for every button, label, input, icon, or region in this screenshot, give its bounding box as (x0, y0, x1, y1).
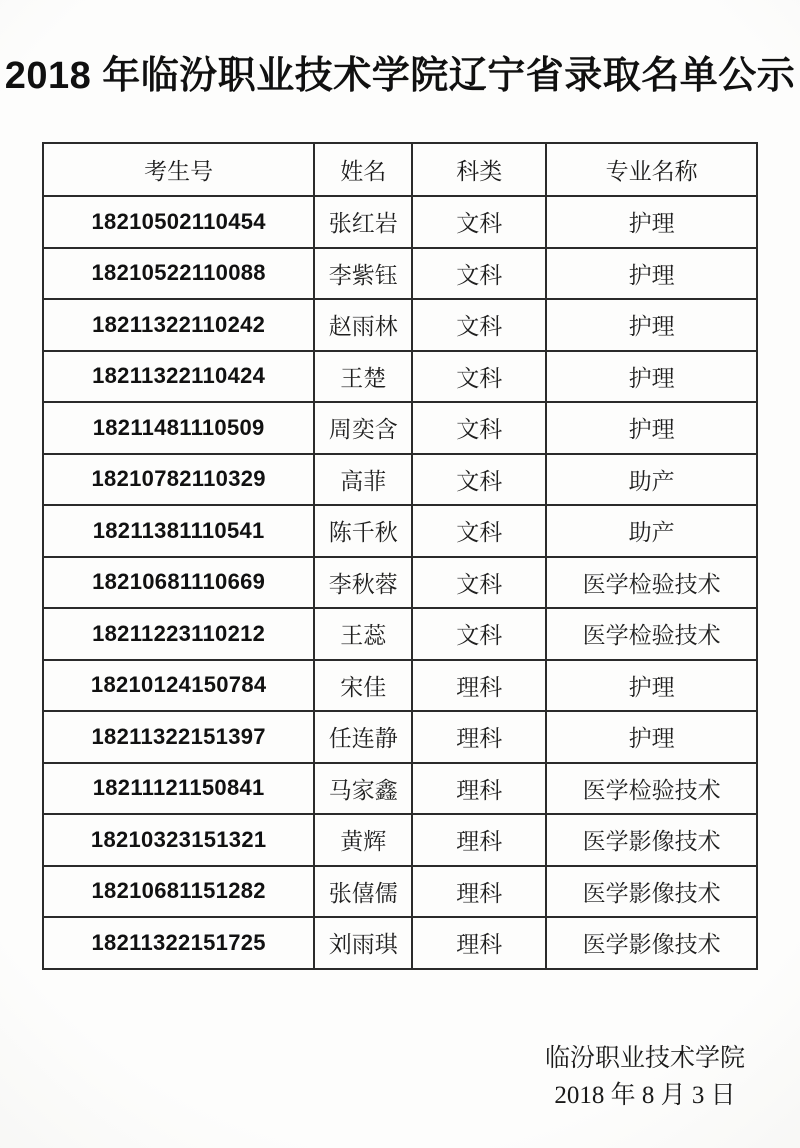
candidate-number-cell: 18210502110454 (43, 196, 314, 248)
candidate-number-cell: 18210782110329 (43, 454, 314, 506)
column-header-name: 姓名 (314, 143, 412, 196)
candidate-number-cell: 18210323151321 (43, 814, 314, 866)
category-cell: 文科 (412, 608, 546, 660)
table-row (43, 557, 757, 609)
table-row (43, 402, 757, 454)
major-cell: 医学影像技术 (546, 917, 757, 969)
category-cell: 理科 (412, 711, 546, 763)
major-cell: 护理 (546, 402, 757, 454)
category-cell: 文科 (412, 402, 546, 454)
category-cell: 文科 (412, 196, 546, 248)
table-header (43, 143, 757, 196)
table-row (43, 248, 757, 300)
candidate-number-cell: 18211381110541 (43, 505, 314, 557)
category-cell: 文科 (412, 248, 546, 300)
table-body (43, 196, 757, 969)
page-title: 2018 年临汾职业技术学院辽宁省录取名单公示 (4, 55, 796, 97)
category-cell: 理科 (412, 763, 546, 815)
category-cell: 文科 (412, 505, 546, 557)
major-cell: 护理 (546, 299, 757, 351)
column-header-major: 专业名称 (546, 143, 757, 196)
candidate-number-cell: 18210681110669 (43, 557, 314, 609)
table-row (43, 711, 757, 763)
name-cell: 赵雨林 (314, 299, 412, 351)
column-header-candidate-number: 考生号 (43, 143, 314, 196)
name-cell: 张僖儒 (314, 866, 412, 918)
table-row (43, 866, 757, 918)
category-cell: 文科 (412, 351, 546, 403)
admission-table (42, 142, 758, 970)
name-cell: 刘雨琪 (314, 917, 412, 969)
candidate-number-cell: 18211121150841 (43, 763, 314, 815)
major-cell: 护理 (546, 660, 757, 712)
table-row (43, 454, 757, 506)
column-header-category: 科类 (412, 143, 546, 196)
major-cell: 护理 (546, 196, 757, 248)
major-cell: 医学影像技术 (546, 814, 757, 866)
category-cell: 理科 (412, 660, 546, 712)
name-cell: 李秋蓉 (314, 557, 412, 609)
header-row (43, 143, 757, 196)
category-cell: 理科 (412, 866, 546, 918)
major-cell: 医学影像技术 (546, 866, 757, 918)
name-cell: 张红岩 (314, 196, 412, 248)
name-cell: 周奕含 (314, 402, 412, 454)
table-row (43, 660, 757, 712)
name-cell: 马家鑫 (314, 763, 412, 815)
name-cell: 宋佳 (314, 660, 412, 712)
candidate-number-cell: 18211322110242 (43, 299, 314, 351)
category-cell: 文科 (412, 557, 546, 609)
name-cell: 陈千秋 (314, 505, 412, 557)
issuer-name: 临汾职业技术学院 (544, 1045, 745, 1072)
candidate-number-cell: 18211322110424 (43, 351, 314, 403)
category-cell: 理科 (412, 917, 546, 969)
table-row (43, 351, 757, 403)
candidate-number-cell: 18211481110509 (43, 402, 314, 454)
major-cell: 助产 (546, 505, 757, 557)
category-cell: 文科 (412, 454, 546, 506)
category-cell: 文科 (412, 299, 546, 351)
major-cell: 医学检验技术 (546, 763, 757, 815)
major-cell: 护理 (546, 248, 757, 300)
table-row (43, 505, 757, 557)
name-cell: 高菲 (314, 454, 412, 506)
candidate-number-cell: 18210522110088 (43, 248, 314, 300)
major-cell: 助产 (546, 454, 757, 506)
major-cell: 医学检验技术 (546, 557, 757, 609)
candidate-number-cell: 18210681151282 (43, 866, 314, 918)
name-cell: 黄辉 (314, 814, 412, 866)
signature-block (480, 1040, 800, 1114)
name-cell: 王蕊 (314, 608, 412, 660)
table-row (43, 299, 757, 351)
category-cell: 理科 (412, 814, 546, 866)
candidate-number-cell: 18211322151725 (43, 917, 314, 969)
issue-date: 2018 年 8 月 3 日 (554, 1082, 736, 1109)
table-row (43, 763, 757, 815)
table-row (43, 814, 757, 866)
table-row (43, 196, 757, 248)
major-cell: 护理 (546, 351, 757, 403)
candidate-number-cell: 18211223110212 (43, 608, 314, 660)
candidate-number-cell: 18210124150784 (43, 660, 314, 712)
table-row (43, 608, 757, 660)
name-cell: 任连静 (314, 711, 412, 763)
major-cell: 护理 (546, 711, 757, 763)
table-row (43, 917, 757, 969)
major-cell: 医学检验技术 (546, 608, 757, 660)
candidate-number-cell: 18211322151397 (43, 711, 314, 763)
name-cell: 李紫钰 (314, 248, 412, 300)
name-cell: 王楚 (314, 351, 412, 403)
